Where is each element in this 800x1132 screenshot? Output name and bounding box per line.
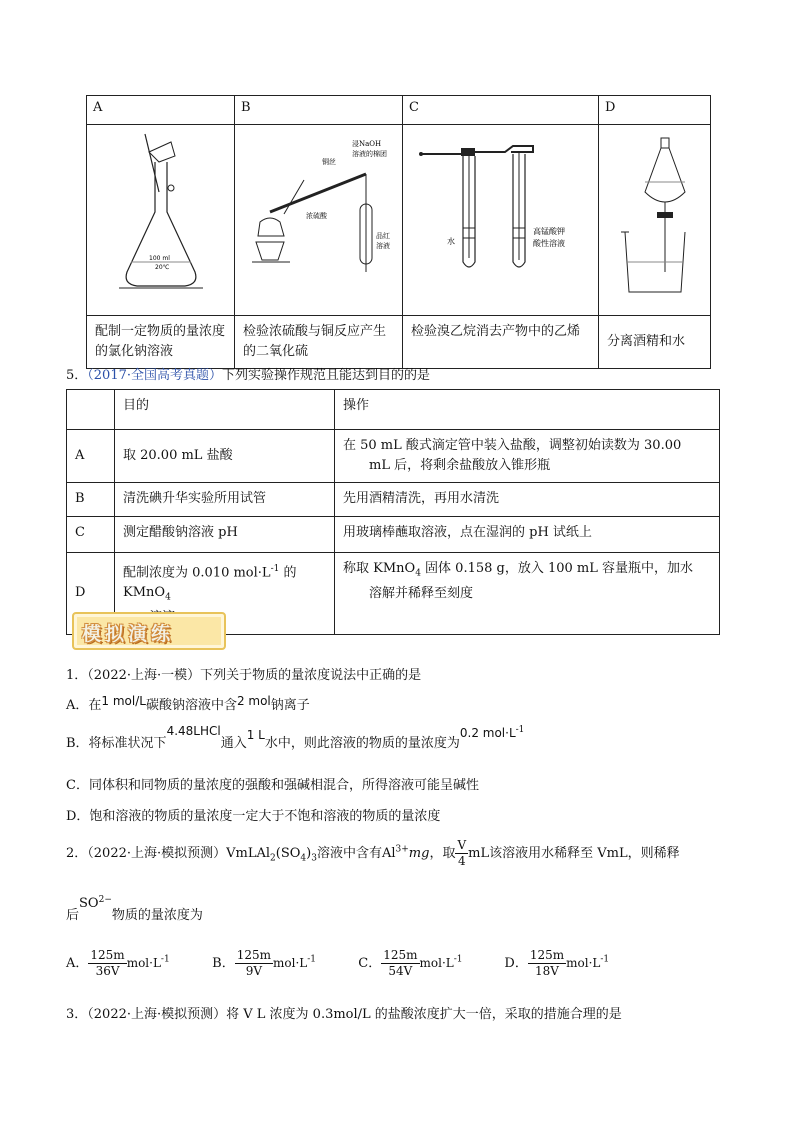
- m1-stem: 1．（2022·上海·一模）下列关于物质的量浓度说法中正确的是: [66, 668, 422, 683]
- label-magenta: 品红: [375, 232, 390, 240]
- header-d: D: [599, 96, 711, 125]
- m1-option-d[interactable]: D．饱和溶液的物质的量浓度一定大于不饱和溶液的物质的量浓度: [66, 809, 441, 824]
- q5-row-c-operation: 用玻璃棒蘸取溶液，点在湿润的 pH 试纸上: [335, 517, 720, 553]
- apparatus-table: [86, 95, 711, 369]
- label-naoh: 浸NaOH: [351, 140, 381, 148]
- m2-options: [66, 948, 726, 979]
- m2-fraction: $\frac{V}{4}$: [457, 838, 467, 868]
- q5-row-c-key: C: [67, 517, 115, 553]
- q5-header-operation: 操作: [335, 390, 720, 430]
- label-solution: 溶液: [375, 242, 390, 250]
- q5-row-b-operation: 先用酒精清洗，再用水清洗: [335, 483, 720, 517]
- q5-row-a-operation: 在 50 mL 酸式滴定管中装入盐酸，调整初始读数为 30.00 mL 后，将剩余盐酸放入锥形瓶: [335, 430, 720, 483]
- caption-c: 检验溴乙烷消去产物中的乙烯: [403, 316, 599, 369]
- m2-option-d[interactable]: D． $\frac{125m}{18V}$ $mol\cdot L^{-1}$: [504, 948, 610, 978]
- q5-row-d-key: D: [67, 553, 115, 635]
- q5-row-b-purpose: 清洗碘升华实验所用试管: [115, 483, 335, 517]
- copper-sulfuric-acid-illustration: [244, 132, 394, 304]
- practice-banner: [72, 612, 226, 650]
- flask-volume-label: 100 ml: [148, 255, 170, 262]
- practice-banner-text: 模拟演练: [82, 623, 175, 645]
- m2-option-a[interactable]: A． $\frac{125m}{36V}$ $mol\cdot L^{-1}$: [66, 948, 170, 978]
- m1-option-a[interactable]: A．在1 mol/L碳酸钠溶液中含2 mol钠离子: [66, 694, 310, 713]
- q5-row-c-purpose: 测定醋酸钠溶液 pH: [115, 517, 335, 553]
- q5-header-purpose: 目的: [115, 390, 335, 430]
- q5-table: [66, 389, 720, 635]
- m2-option-b[interactable]: B． $\frac{125m}{9V}$ $mol\cdot L^{-1}$: [212, 948, 317, 978]
- label-conc-acid: 浓硫酸: [305, 212, 327, 220]
- q5-row-d-operation: 称取 KMnO$_4$ 固体 0.158 g，放入 100 mL 容量瓶中，加水 溶解并稀释至刻度: [335, 553, 720, 635]
- label-copper-wire: 铜丝: [321, 158, 336, 166]
- m2-stem-line1: 2．（2022·上海·模拟预测）$VmLAl_2(SO_4)_3$溶液中含有$Al^{3+}mg$，取 $\frac{V}{4}$ mL该溶液用水稀释至 VmL，则稀释: [66, 838, 680, 868]
- label-acidic: 酸性溶液: [533, 239, 565, 248]
- label-cotton: 溶液的棉团: [351, 150, 387, 158]
- header-c: C: [403, 96, 599, 125]
- m2-stem-line2: 后$SO^{2-}$物质的量浓度为: [66, 894, 203, 923]
- q5-number: 5．: [66, 368, 88, 383]
- m3-stem: 3．（2022·上海·模拟预测）将 V L 浓度为 0.3mol/L 的盐酸浓度扩大一倍，采取的措施合理的是: [66, 1007, 622, 1022]
- label-kmno4: 高锰酸钾: [533, 227, 565, 236]
- ethylene-test-illustration: [413, 132, 588, 304]
- m2-option-c[interactable]: C． $\frac{125m}{54V}$ $mol\cdot L^{-1}$: [358, 948, 463, 978]
- caption-a: 配制一定物质的量浓度的氯化钠溶液: [87, 316, 235, 369]
- m1-option-b[interactable]: B．将标准状况下4.48LHCl通入1 L水中，则此溶液的物质的量浓度为0.2 $mol\cdot L^{-1}$: [66, 724, 525, 751]
- q5-source: （2017·全国高考真题）: [87, 368, 222, 383]
- apparatus-d-cell: [599, 125, 711, 316]
- q5-row-b-key: B: [67, 483, 115, 517]
- caption-d: 分离酒精和水: [599, 316, 711, 369]
- label-water: 水: [447, 237, 455, 246]
- q5-stem: [66, 364, 430, 383]
- apparatus-b-cell: [235, 125, 403, 316]
- m1-option-c[interactable]: C．同体积和同物质的量浓度的强酸和强碱相混合，所得溶液可能呈碱性: [66, 778, 479, 793]
- apparatus-c-cell: [403, 125, 599, 316]
- q5-text: 下列实验操作规范且能达到目的的是: [222, 368, 431, 383]
- q5-row-d-purpose: 配制浓度为 0.010 $mol\cdot L^{-1}$ 的 KMnO$_4$: [115, 553, 335, 635]
- apparatus-a-cell: [87, 125, 235, 316]
- header-b: B: [235, 96, 403, 125]
- header-a: A: [87, 96, 235, 125]
- separatory-funnel-illustration: [605, 132, 705, 304]
- q5-row-a-key: A: [67, 430, 115, 483]
- volumetric-flask-illustration: [101, 132, 221, 304]
- q5-row-a-purpose: 取 20.00 mL 盐酸: [115, 430, 335, 483]
- caption-b: 检验浓硫酸与铜反应产生的二氧化硫: [235, 316, 403, 369]
- flask-temp-label: 20℃: [154, 264, 169, 271]
